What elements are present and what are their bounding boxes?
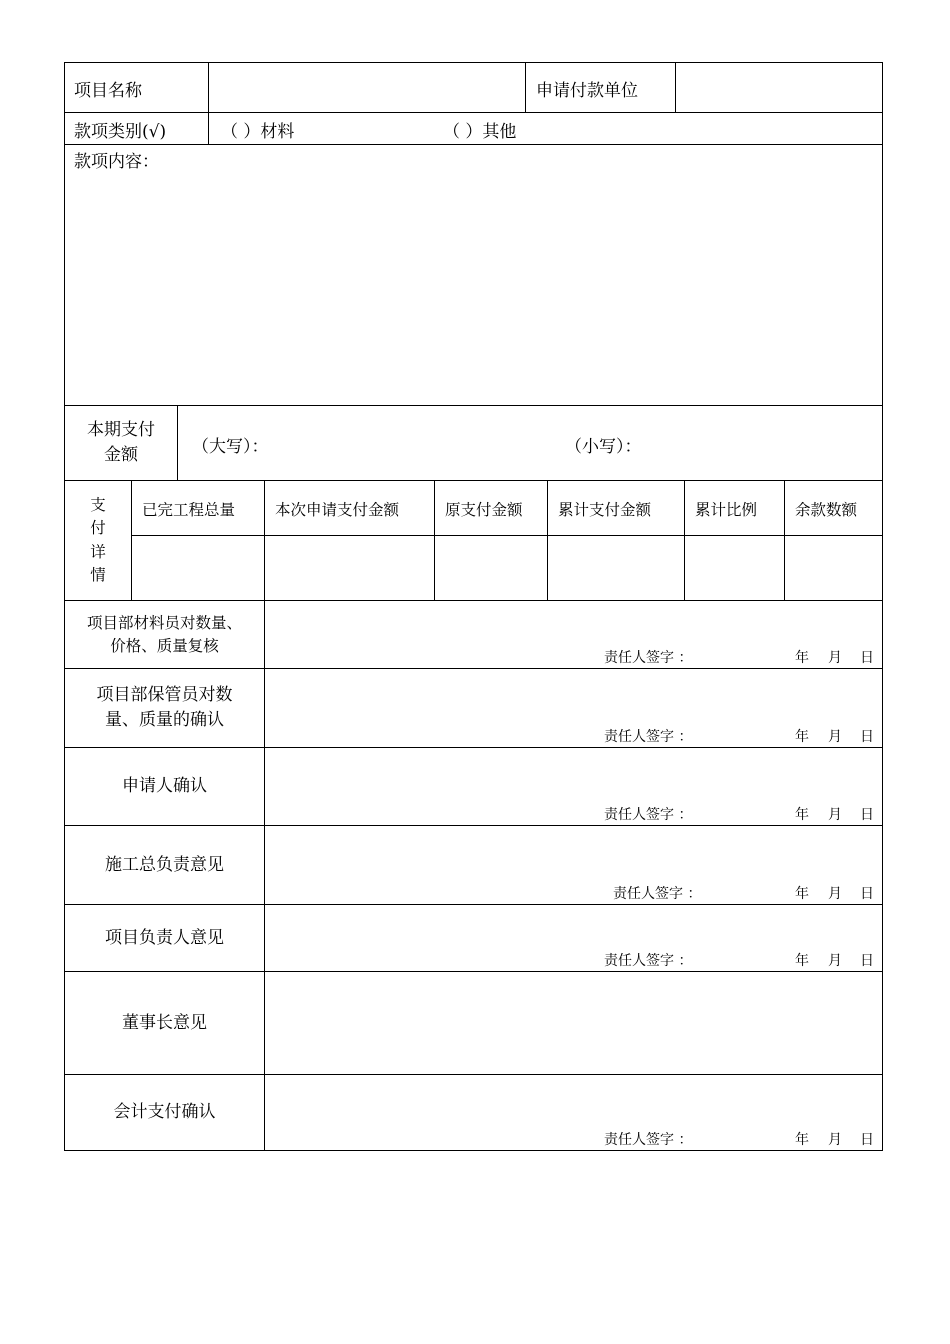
signature-day: 日 <box>860 1132 874 1148</box>
review-label-line2: 量、质量的确认 <box>105 710 224 730</box>
review-opinion-field[interactable] <box>265 1075 882 1150</box>
signature-day: 日 <box>860 807 874 823</box>
review-opinion-field[interactable] <box>265 669 882 747</box>
row-project-lead-opinion <box>65 905 882 972</box>
review-label-line1: 施工总负责意见 <box>105 854 224 875</box>
details-side-char: 付 <box>90 519 106 538</box>
review-label-line1: 项目部材料员对数量、 <box>86 614 242 633</box>
details-value-cell[interactable] <box>132 536 265 601</box>
review-label-cell <box>65 826 265 904</box>
details-side-char: 情 <box>90 565 106 584</box>
signature-year: 年 <box>795 886 809 902</box>
review-label-cell <box>65 601 265 668</box>
row-material-review <box>65 601 882 669</box>
amount-label-line2: 金额 <box>104 445 138 465</box>
details-value-cell[interactable] <box>265 536 435 601</box>
details-side-char: 支 <box>90 496 106 514</box>
category-label-cell <box>65 113 209 144</box>
details-table <box>132 481 882 600</box>
details-value-row <box>132 536 882 601</box>
signature-label: 责任人签字 ： <box>613 886 702 902</box>
column-header: 累计支付金额 <box>548 481 685 535</box>
signature-month: 月 <box>828 1132 842 1148</box>
project-name-field[interactable] <box>209 63 526 112</box>
review-label-line1: 项目负责人意见 <box>105 927 224 948</box>
row-accounting-confirm <box>65 1075 882 1150</box>
signature-month: 月 <box>828 807 842 823</box>
signature-year: 年 <box>795 953 809 969</box>
row-amount <box>65 406 882 481</box>
signature-label: 责任人签字 ： <box>604 729 693 745</box>
review-label-line1: 项目部保管员对数 <box>96 685 233 706</box>
row-payment-details <box>65 481 882 601</box>
signature-day: 日 <box>860 886 874 902</box>
payer-label: 申请付款单位 <box>536 81 638 101</box>
review-label-cell <box>65 748 265 825</box>
details-side-label <box>65 481 132 600</box>
signature-day: 日 <box>860 729 874 745</box>
signature-year: 年 <box>795 650 809 666</box>
review-label-cell <box>65 905 265 971</box>
category-options <box>209 113 882 144</box>
details-value-cell[interactable] <box>785 536 882 601</box>
column-header: 累计比例 <box>685 481 785 535</box>
signature-label: 责任人签字 ： <box>604 1132 693 1148</box>
signature-month: 月 <box>828 886 842 902</box>
payer-field[interactable] <box>676 63 882 112</box>
content-label: 款项内容： <box>74 152 159 172</box>
signature-year: 年 <box>795 1132 809 1148</box>
row-chairman-opinion <box>65 972 882 1075</box>
row-keeper-confirm <box>65 669 882 748</box>
review-opinion-field[interactable] <box>265 826 882 904</box>
row-project-info <box>65 63 882 113</box>
column-header: 原支付金额 <box>435 481 548 535</box>
review-label-line1: 董事长意见 <box>122 1012 207 1033</box>
category-option-material[interactable]: （ ）材料 <box>221 122 295 142</box>
details-header-row <box>132 481 882 536</box>
review-opinion-field[interactable] <box>265 748 882 825</box>
review-label-cell <box>65 972 265 1074</box>
amount-field[interactable] <box>178 406 882 480</box>
category-label: 款项类别(√) <box>74 122 167 142</box>
project-name-label: 项目名称 <box>74 81 142 101</box>
review-label-line1: 会计支付确认 <box>113 1102 216 1123</box>
signature-label: 责任人签字 ： <box>604 953 693 969</box>
amount-uppercase-label: （大写）： <box>192 437 269 457</box>
review-label-line1: 申请人确认 <box>122 776 207 797</box>
details-value-cell[interactable] <box>435 536 548 601</box>
review-label-cell <box>65 1075 265 1150</box>
column-header: 已完工程总量 <box>132 481 265 535</box>
amount-lowercase-label: （小写）： <box>565 437 642 457</box>
amount-label-cell <box>65 406 178 480</box>
amount-label-line1: 本期支付 <box>87 420 155 441</box>
signature-day: 日 <box>860 650 874 666</box>
category-option-other[interactable]: （ ）其他 <box>443 122 517 142</box>
review-opinion-field[interactable] <box>265 601 882 668</box>
signature-day: 日 <box>860 953 874 969</box>
signature-label: 责任人签字 ： <box>604 650 693 666</box>
column-header: 余款数额 <box>795 501 858 519</box>
row-category <box>65 113 882 145</box>
project-name-label-cell <box>65 63 209 112</box>
column-header: 本次申请支付金额 <box>265 481 435 535</box>
signature-month: 月 <box>828 729 842 745</box>
review-opinion-field[interactable] <box>265 905 882 971</box>
signature-month: 月 <box>828 650 842 666</box>
signature-label: 责任人签字 ： <box>604 807 693 823</box>
row-construction-lead-opinion <box>65 826 882 905</box>
row-content[interactable] <box>65 145 882 406</box>
details-side-char: 详 <box>90 542 106 561</box>
payment-request-form <box>64 62 883 1151</box>
row-applicant-confirm <box>65 748 882 826</box>
signature-year: 年 <box>795 807 809 823</box>
details-value-cell[interactable] <box>548 536 685 601</box>
details-value-cell[interactable] <box>685 536 785 601</box>
review-label-cell <box>65 669 265 747</box>
payer-label-cell <box>526 63 676 112</box>
review-opinion-field[interactable] <box>265 972 882 1074</box>
signature-month: 月 <box>828 953 842 969</box>
review-label-line2: 价格、质量复核 <box>110 636 219 655</box>
signature-year: 年 <box>795 729 809 745</box>
